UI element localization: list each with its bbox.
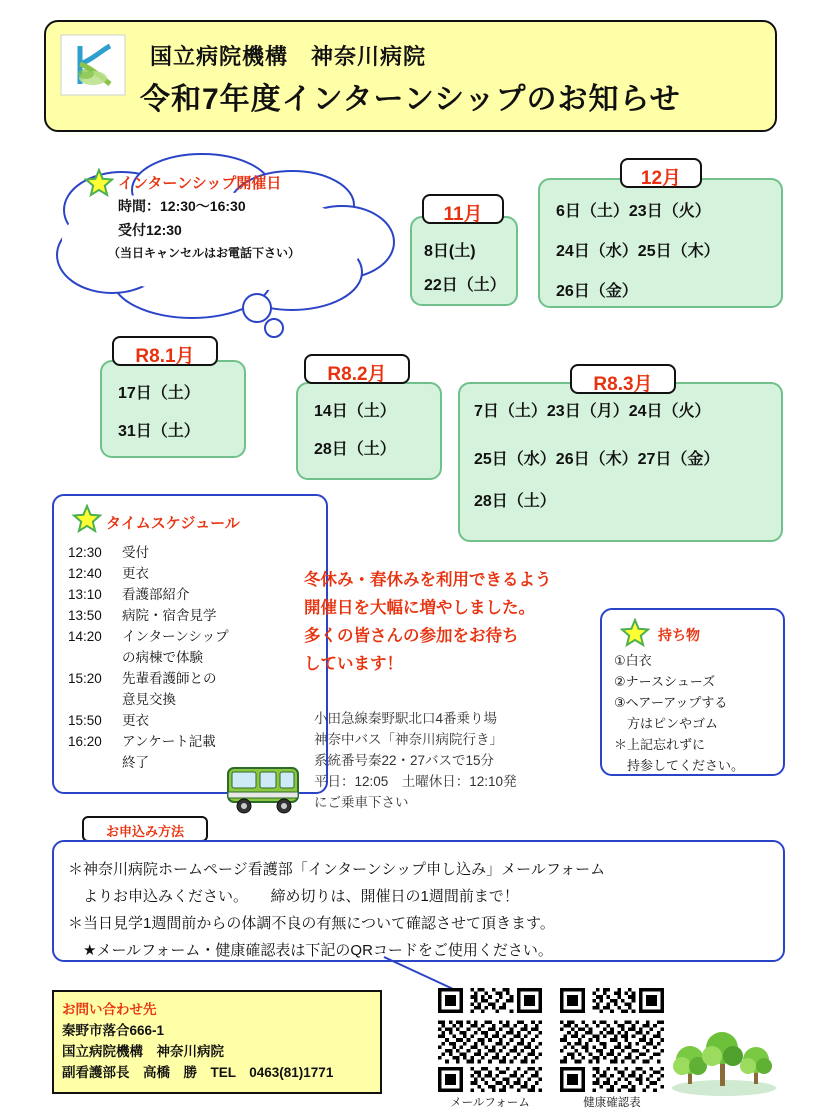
message-line: 開催日を大幅に増やしました。 xyxy=(304,599,535,617)
schedule-time: 13:10 xyxy=(68,587,102,602)
item-line: ③ヘアーアップする xyxy=(614,695,728,710)
month-label-february: R8.2月 xyxy=(304,354,410,384)
apply-text xyxy=(68,856,774,964)
month-day-line: 28日（土） xyxy=(314,441,396,458)
star-icon xyxy=(620,618,650,648)
bus-icon xyxy=(222,762,308,816)
page-title: 令和7年度インターンシップのお知らせ xyxy=(140,83,681,116)
qr-code-icon[interactable] xyxy=(560,988,664,1092)
schedule-time: 12:30 xyxy=(68,545,102,560)
month-label-november: 11月 xyxy=(422,194,504,224)
contact-line: 秦野市落合666-1 xyxy=(62,1023,165,1038)
highlight-message xyxy=(304,566,634,678)
bus-line: にご乗車下さい xyxy=(314,795,409,810)
apply-line: ＊神奈川病院ホームページ看護部「インターンシップ申し込み」メールフォーム xyxy=(68,861,606,878)
month-label-december: 12月 xyxy=(620,158,702,188)
cloud-time: 時間：12:30〜16:30 xyxy=(118,198,246,214)
trees-illustration-icon xyxy=(668,1020,780,1096)
item-line: 持参してください。 xyxy=(614,758,745,773)
month-day-line: 8日(土) xyxy=(424,243,476,260)
item-line: 方はピンやゴム xyxy=(614,716,719,731)
schedule-row xyxy=(68,563,318,584)
apply-method-label: お申込み方法 xyxy=(82,816,208,842)
apply-line: ★メールフォーム・健康確認表は下記のQRコードをご使用ください。 xyxy=(68,942,553,959)
star-icon xyxy=(72,504,102,534)
qr-code-icon[interactable] xyxy=(438,988,542,1092)
schedule-row xyxy=(68,605,318,626)
items-title: 持ち物 xyxy=(658,627,700,643)
cloud-title: インターンシップ開催日 xyxy=(118,175,282,192)
schedule-list xyxy=(68,542,318,773)
item-line: ＊上記忘れずに xyxy=(614,737,706,752)
bus-line: 平日：12:05 土曜休日：12:10発 xyxy=(314,774,517,789)
schedule-time: 15:20 xyxy=(68,671,102,686)
schedule-desc: 受付 xyxy=(122,545,149,560)
items-list xyxy=(614,650,789,776)
month-day-line: 7日（土）23日（月）24日（火） xyxy=(474,403,711,420)
message-line: 多くの皆さんの参加をお待ち xyxy=(304,627,519,645)
bus-line: 系統番号秦22・27バスで15分 xyxy=(314,753,495,768)
message-line: 冬休み・春休みを利用できるよう xyxy=(304,571,552,589)
month-panel-february xyxy=(296,382,442,480)
month-day-line: 28日（土） xyxy=(474,493,556,510)
bus-access-text xyxy=(314,708,614,813)
qr-caption-mailform: メールフォーム xyxy=(450,1097,530,1109)
apply-line: ＊当日見学1週間前からの体調不良の有無について確認させて頂きます。 xyxy=(68,915,555,932)
schedule-row xyxy=(68,710,318,731)
cloud-reception: 受付12:30 xyxy=(118,222,182,238)
bus-line: 神奈中バス「神奈川病院行き」 xyxy=(314,732,503,747)
month-day-line: 25日（水）26日（木）27日（金） xyxy=(474,451,720,468)
month-day-line: 14日（土） xyxy=(314,403,396,420)
schedule-desc: 更衣 xyxy=(122,713,149,728)
schedule-desc: アンケート記載 xyxy=(122,734,216,749)
cloud-note: （当日キャンセルはお電話下さい） xyxy=(108,246,301,260)
month-day-line: 6日（土）23日（火） xyxy=(556,203,711,220)
schedule-title: タイムスケジュール xyxy=(106,515,240,532)
schedule-desc: 看護部紹介 xyxy=(122,587,190,602)
schedule-time: 15:50 xyxy=(68,713,102,728)
month-day-line: 17日（土） xyxy=(118,385,200,402)
message-line: しています！ xyxy=(304,655,403,673)
schedule-desc: 先輩看護師との xyxy=(122,671,217,686)
schedule-time: 14:20 xyxy=(68,629,102,644)
schedule-row xyxy=(68,542,318,563)
month-day-line: 31日（土） xyxy=(118,423,200,440)
header-line1: 国立病院機構 神奈川病院 xyxy=(150,44,427,69)
item-line: ②ナースシューズ xyxy=(614,674,716,689)
contact-lines xyxy=(62,1020,382,1083)
month-day-line: 24日（水）25日（木） xyxy=(556,243,720,260)
schedule-row xyxy=(68,626,318,647)
schedule-time: 13:50 xyxy=(68,608,102,623)
schedule-row xyxy=(68,584,318,605)
star-icon xyxy=(84,168,114,198)
schedule-desc-cont: の病棟で体験 xyxy=(122,650,203,665)
item-line: ①白衣 xyxy=(614,653,652,668)
month-day-line: 26日（金） xyxy=(556,283,638,300)
schedule-desc: 病院・宿舎見学 xyxy=(122,608,217,623)
hospital-logo-icon xyxy=(60,34,126,96)
apply-line: よりお申込みください。 締め切りは、開催日の1週間前まで！ xyxy=(68,888,519,905)
bus-line: 小田急線秦野駅北口4番乗り場 xyxy=(314,711,498,726)
contact-title: お問い合わせ先 xyxy=(62,1002,157,1017)
schedule-desc: 更衣 xyxy=(122,566,149,581)
qr-caption-healthcheck: 健康確認表 xyxy=(583,1097,641,1109)
schedule-time: 12:40 xyxy=(68,566,102,581)
contact-line: 国立病院機構 神奈川病院 xyxy=(62,1044,224,1059)
schedule-row xyxy=(68,731,318,752)
month-day-line: 22日（土） xyxy=(424,277,506,294)
schedule-desc: インターンシップ xyxy=(122,629,229,644)
month-label-january: R8.1月 xyxy=(112,336,218,366)
schedule-desc-cont: 終了 xyxy=(122,755,149,770)
month-label-march: R8.3月 xyxy=(570,364,676,394)
month-panel-january xyxy=(100,360,246,458)
schedule-time: 16:20 xyxy=(68,734,102,749)
contact-line: 副看護部長 高橋 勝 TEL 0463(81)1771 xyxy=(62,1065,334,1080)
schedule-row xyxy=(68,668,318,689)
schedule-desc-cont: 意見交換 xyxy=(122,692,176,707)
